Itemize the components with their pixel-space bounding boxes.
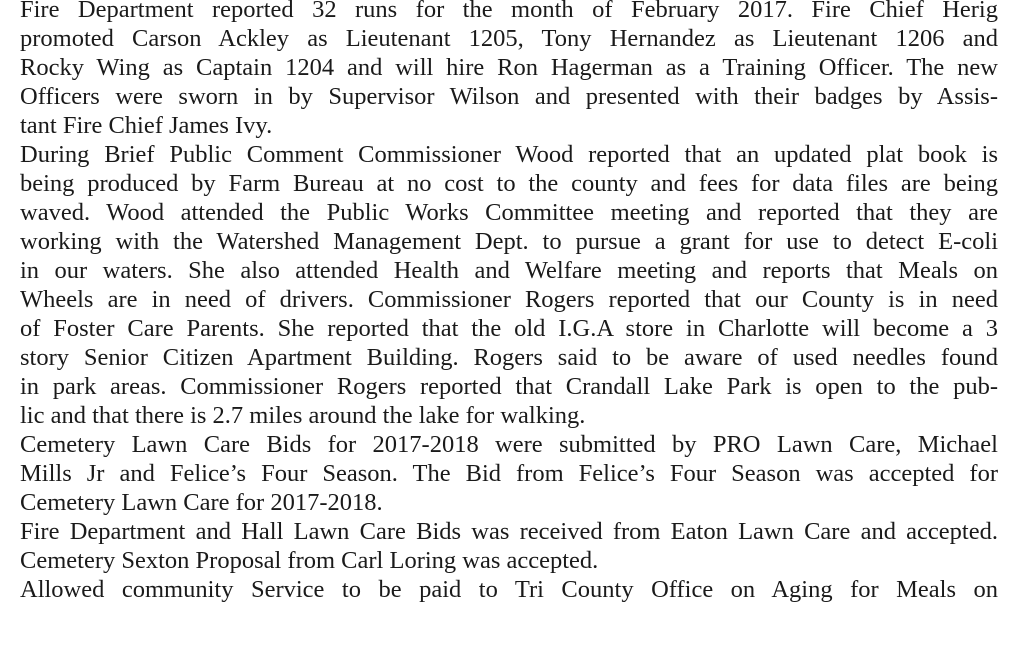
article-line: promoted Carson Ackley as Lieutenant 1205, Tony Hernandez as Lieutenant 1206 and bbox=[20, 25, 998, 52]
article-line: Allowed community Service to be paid to Tri County Office on Aging for Meals on bbox=[20, 576, 998, 603]
article-line: waved. Wood attended the Public Works Committee meeting and reported that they are bbox=[20, 199, 998, 226]
article-line: Cemetery Sexton Proposal from Carl Loring was accepted. bbox=[20, 547, 599, 574]
article-line: in park areas. Commissioner Rogers reported that Crandall Lake Park is open to the pub- bbox=[20, 373, 998, 400]
article-line: Rocky Wing as Captain 1204 and will hire Ron Hagerman as a Training Officer. The new bbox=[20, 54, 998, 81]
article-line: in our waters. She also attended Health and Welfare meeting and reports that Meals on bbox=[20, 257, 998, 284]
article-line: of Foster Care Parents. She reported that the old I.G.A store in Charlotte will become a 3 bbox=[20, 315, 998, 342]
article-line: Fire Department and Hall Lawn Care Bids was received from Eaton Lawn Care and accepted. bbox=[20, 518, 998, 545]
article-line: During Brief Public Comment Commissioner Wood reported that an updated plat book is bbox=[20, 141, 998, 168]
article-line: story Senior Citizen Apartment Building. Rogers said to be aware of used needles found bbox=[20, 344, 998, 371]
article-line: tant Fire Chief James Ivy. bbox=[20, 112, 273, 139]
article-line: Cemetery Lawn Care Bids for 2017-2018 were submitted by PRO Lawn Care, Michael bbox=[20, 431, 998, 458]
article-line: being produced by Farm Bureau at no cost to the county and fees for data files are being bbox=[20, 170, 998, 197]
article-line: Wheels are in need of drivers. Commissioner Rogers reported that our County is in need bbox=[20, 286, 998, 313]
article-line: Cemetery Lawn Care for 2017-2018. bbox=[20, 489, 383, 516]
article-line: working with the Watershed Management Dept. to pursue a grant for use to detect E-coli bbox=[20, 228, 998, 255]
article-line: Fire Department reported 32 runs for the month of February 2017. Fire Chief Herig bbox=[20, 0, 998, 23]
article-line: Officers were sworn in by Supervisor Wilson and presented with their badges by Assis- bbox=[20, 83, 998, 110]
article-line: lic and that there is 2.7 miles around the lake for walking. bbox=[20, 402, 586, 429]
article-line: Mills Jr and Felice’s Four Season. The Bid from Felice’s Four Season was accepted for bbox=[20, 460, 998, 487]
